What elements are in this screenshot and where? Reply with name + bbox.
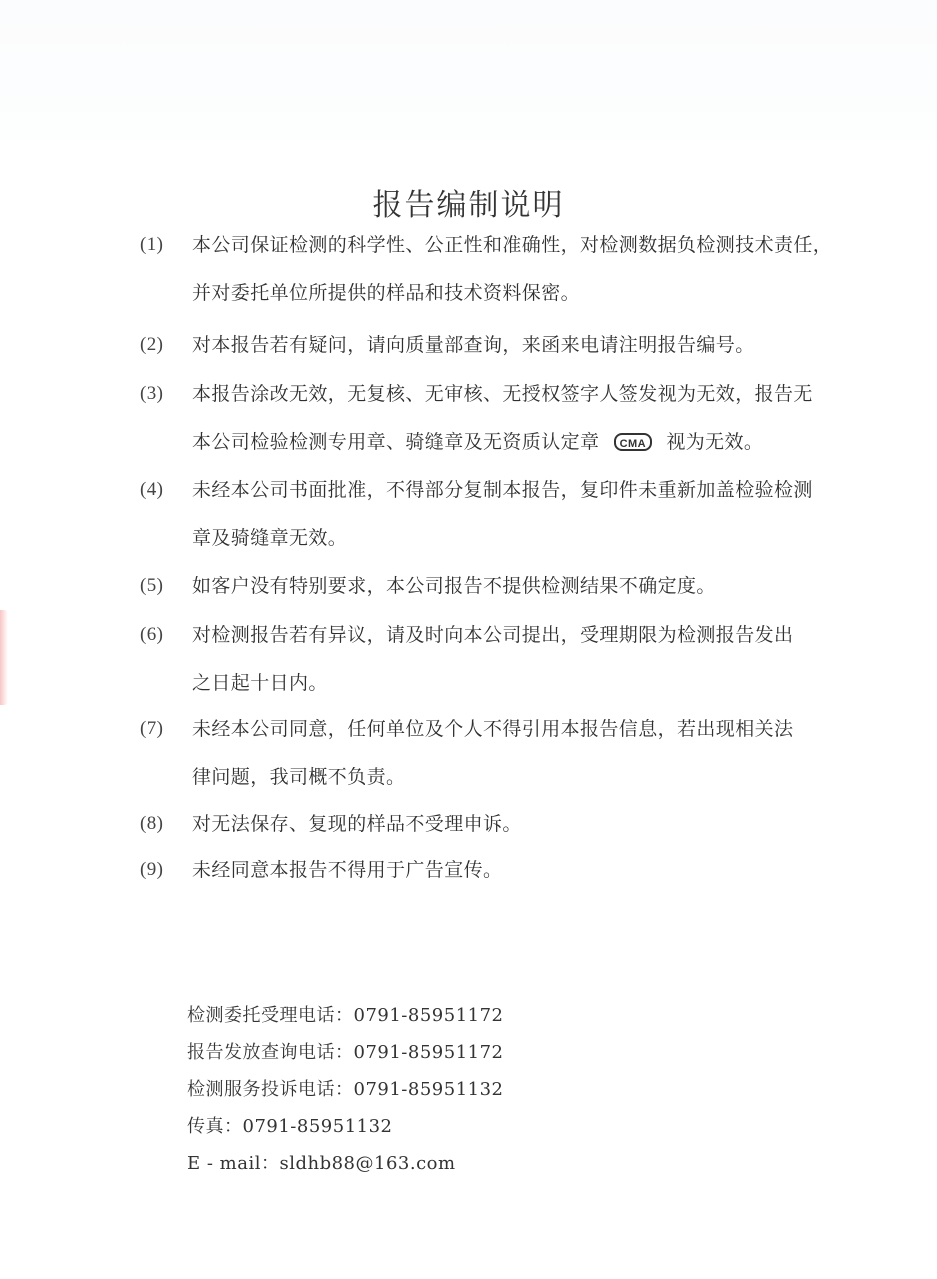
query-phone: 报告发放查询电话：0791-85951172 [187, 1042, 504, 1063]
item-text-line-2: 并对委托单位所提供的样品和技术资料保密。 [192, 282, 581, 304]
item-number: (7) [140, 718, 164, 739]
item-text-line-2: 章及骑缝章无效。 [192, 527, 348, 549]
email: E - mail：sldhb88@163.com [187, 1153, 456, 1174]
item-text-line-1: 未经本公司书面批准，不得部分复制本报告，复印件未重新加盖检验检测 [192, 479, 813, 501]
item-text-line-1: 本报告涂改无效，无复核、无审核、无授权签字人签发视为无效，报告无 [192, 383, 813, 405]
item-text-line-2 [192, 418, 763, 466]
item-text-line-2: 之日起十日内。 [192, 672, 328, 694]
item-text-line-1: 对本报告若有疑问，请向质量部查询，来函来电请注明报告编号。 [192, 334, 755, 356]
item-number: (9) [140, 859, 164, 880]
item-text-before-mark: 本公司检验检测专用章、骑缝章及无资质认定章 [192, 431, 600, 453]
red-stamp-edge [0, 610, 8, 705]
cma-mark-icon: CMA [614, 433, 652, 451]
item-text-line-1: 如客户没有特别要求，本公司报告不提供检测结果不确定度。 [192, 575, 716, 597]
item-text-after-mark: 视为无效。 [666, 431, 764, 453]
item-number: (8) [140, 813, 164, 834]
entrust-phone: 检测委托受理电话：0791-85951172 [187, 1005, 504, 1026]
item-text-line-2: 律问题，我司概不负责。 [192, 766, 406, 788]
item-text-line-1: 本公司保证检测的科学性、公正性和准确性，对检测数据负检测技术责任， [192, 234, 833, 256]
item-number: (6) [140, 624, 164, 645]
fax: 传真：0791-85951132 [187, 1116, 393, 1137]
item-text-line-1: 对无法保存、复现的样品不受理申诉。 [192, 813, 522, 835]
contact-info [187, 997, 504, 1182]
item-number: (4) [140, 479, 164, 500]
item-text-line-1: 未经同意本报告不得用于广告宣传。 [192, 859, 503, 881]
item-text-line-1: 对检测报告若有异议，请及时向本公司提出，受理期限为检测报告发出 [192, 624, 794, 646]
item-text-line-1: 未经本公司同意，任何单位及个人不得引用本报告信息，若出现相关法 [192, 718, 794, 740]
complaint-phone: 检测服务投诉电话：0791-85951132 [187, 1079, 504, 1100]
document-title: 报告编制说明 [372, 188, 565, 223]
item-number: (5) [140, 575, 164, 596]
item-number: (2) [140, 334, 164, 355]
item-number: (3) [140, 383, 164, 404]
item-number: (1) [140, 234, 164, 255]
